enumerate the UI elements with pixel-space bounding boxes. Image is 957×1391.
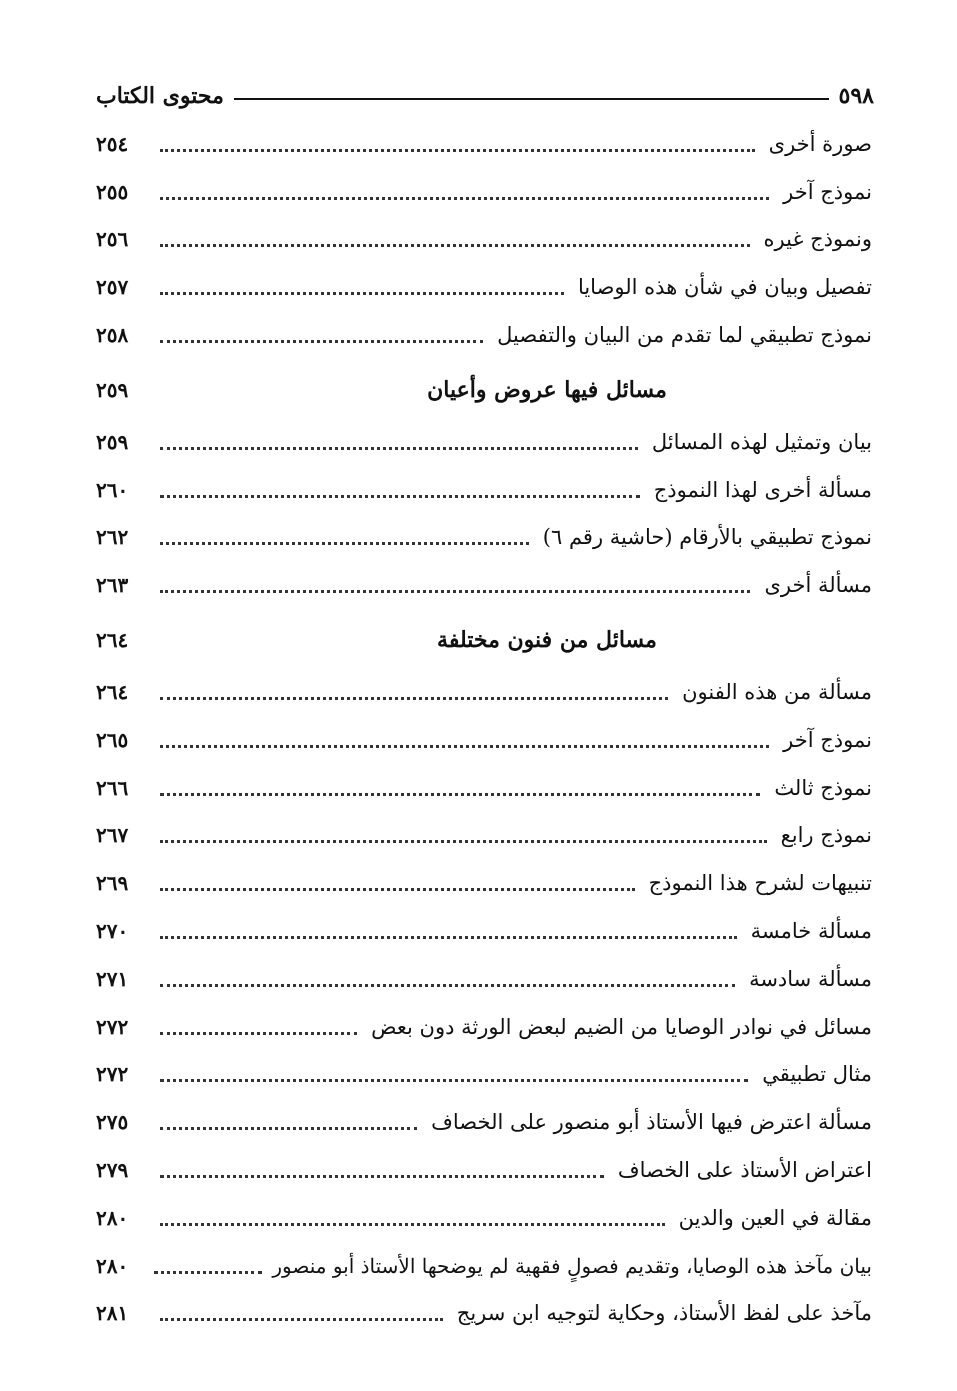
dot-leader: [160, 1031, 357, 1035]
entry-title: مسألة من هذه الفنون: [682, 680, 872, 705]
toc-entry: [96, 668, 872, 716]
entry-page-number: ٢٦٢: [96, 525, 129, 550]
toc-section-heading: [96, 364, 872, 416]
toc-list: [96, 120, 872, 1337]
entry-title: مسألة أخرى لهذا النموذج: [653, 477, 872, 502]
toc-entry: [96, 812, 872, 860]
dot-leader: [160, 243, 750, 247]
entry-page-number: ٢٥٧: [96, 275, 129, 300]
toc-entry: [96, 1003, 872, 1051]
entry-title: مسألة اعترض فيها الأستاذ أبو منصور على الخصاف: [431, 1110, 872, 1135]
entry-page-number: ٢٦٤: [96, 680, 129, 705]
entry-page-number: ٢٥٨: [96, 323, 129, 348]
entry-page-number: ٢٧٩: [96, 1158, 129, 1183]
page-number: ٥٩٨: [838, 83, 874, 109]
toc-entry: [96, 859, 872, 907]
entry-page-number: ٢٦٥: [96, 727, 129, 752]
entry-title: مآخذ على لفظ الأستاذ، وحكاية لتوجيه ابن سريج: [456, 1301, 872, 1326]
dot-leader: [160, 1317, 443, 1321]
toc-entry: [96, 1146, 872, 1194]
toc-entry: [96, 907, 872, 955]
toc-entry: [96, 716, 872, 764]
toc-entry: [96, 561, 872, 609]
section-title: مسائل من فنون مختلفة: [437, 627, 657, 654]
dot-leader: [160, 446, 638, 450]
dot-leader: [160, 1078, 748, 1082]
dot-leader: [160, 339, 483, 343]
entry-title: نموذج تطبيقي بالأرقام (حاشية رقم ٦): [542, 525, 872, 550]
toc-entry: [96, 311, 872, 359]
entry-title: مسألة سادسة: [749, 966, 872, 991]
toc-entry: [96, 1194, 872, 1242]
entry-title: بيان وتمثيل لهذه المسائل: [651, 429, 872, 454]
dot-leader: [154, 1270, 262, 1274]
entry-title: اعتراض الأستاذ على الخصاف: [617, 1158, 872, 1183]
dot-leader: [160, 696, 668, 700]
entry-page-number: ٢٥٥: [96, 179, 129, 204]
entry-page-number: ٢٦٦: [96, 775, 129, 800]
entry-title: تنبيهات لشرح هذا النموذج: [648, 871, 872, 896]
entry-title: نموذج آخر: [783, 179, 872, 204]
entry-title: مسائل في نوادر الوصايا من الضيم لبعض الورثة دون بعض: [371, 1014, 872, 1039]
dot-leader: [160, 1126, 417, 1130]
header-title: محتوى الكتاب: [96, 83, 224, 109]
dot-leader: [160, 1222, 665, 1226]
toc-section-heading: [96, 614, 872, 666]
dot-leader: [160, 792, 760, 796]
entry-title: نموذج ثالث: [774, 775, 872, 800]
entry-page-number: ٢٨٠: [96, 1253, 129, 1278]
entry-title: ونموذج غيره: [763, 227, 872, 252]
header-rule: [234, 98, 829, 100]
entry-title: مثال تطبيقي: [762, 1062, 872, 1087]
entry-page-number: ٢٦٠: [96, 477, 129, 502]
entry-title: بيان مآخذ هذه الوصايا، وتقديم فصولٍ فقهية لم يوضحها الأستاذ أبو منصور: [272, 1253, 872, 1278]
entry-title: تفصيل وبيان في شأن هذه الوصايا: [577, 275, 872, 300]
dot-leader: [160, 1174, 604, 1178]
dot-leader: [160, 744, 769, 748]
toc-entry: [96, 764, 872, 812]
entry-page-number: ٢٨٠: [96, 1205, 129, 1230]
dot-leader: [160, 196, 769, 200]
entry-page-number: ٢٥٤: [96, 131, 129, 156]
entry-page-number: ٢٥٩: [96, 429, 129, 454]
entry-page-number: ٢٧٢: [96, 1014, 129, 1039]
dot-leader: [160, 541, 529, 545]
dot-leader: [160, 291, 564, 295]
toc-entry: [96, 1242, 872, 1290]
entry-page-number: ٢٥٩: [96, 377, 129, 402]
entry-page-number: ٢٦٣: [96, 573, 129, 598]
dot-leader: [160, 839, 767, 843]
entry-page-number: ٢٧٢: [96, 1062, 129, 1087]
dot-leader: [160, 935, 737, 939]
dot-leader: [160, 983, 735, 987]
dot-leader: [160, 589, 750, 593]
entry-title: نموذج رابع: [780, 823, 872, 848]
entry-page-number: ٢٥٦: [96, 227, 129, 252]
toc-entry: [96, 955, 872, 1003]
entry-title: نموذج تطبيقي لما تقدم من البيان والتفصيل: [497, 323, 872, 348]
entry-title: صورة أخرى: [768, 131, 872, 156]
toc-entry: [96, 514, 872, 562]
running-header: [96, 76, 874, 116]
entry-page-number: ٢٧٥: [96, 1110, 129, 1135]
dot-leader: [160, 148, 755, 152]
entry-page-number: ٢٦٩: [96, 871, 129, 896]
entry-page-number: ٢٦٧: [96, 823, 129, 848]
entry-page-number: ٢٦٤: [96, 628, 129, 653]
entry-title: نموذج آخر: [783, 727, 872, 752]
entry-page-number: ٢٧١: [96, 966, 129, 991]
entry-title: مقالة في العين والدين: [678, 1205, 872, 1230]
entry-title: مسألة خامسة: [750, 919, 872, 944]
toc-entry: [96, 263, 872, 311]
dot-leader: [160, 887, 635, 891]
toc-entry: [96, 466, 872, 514]
entry-page-number: ٢٨١: [96, 1301, 129, 1326]
section-title: مسائل فيها عروض وأعيان: [427, 376, 667, 403]
toc-entry: [96, 1290, 872, 1338]
toc-entry: [96, 418, 872, 466]
entry-page-number: ٢٧٠: [96, 919, 129, 944]
toc-entry: [96, 168, 872, 216]
toc-entry: [96, 1098, 872, 1146]
dot-leader: [160, 494, 640, 498]
toc-entry: [96, 1051, 872, 1099]
toc-entry: [96, 120, 872, 168]
toc-entry: [96, 216, 872, 264]
entry-title: مسألة أخرى: [764, 573, 872, 598]
